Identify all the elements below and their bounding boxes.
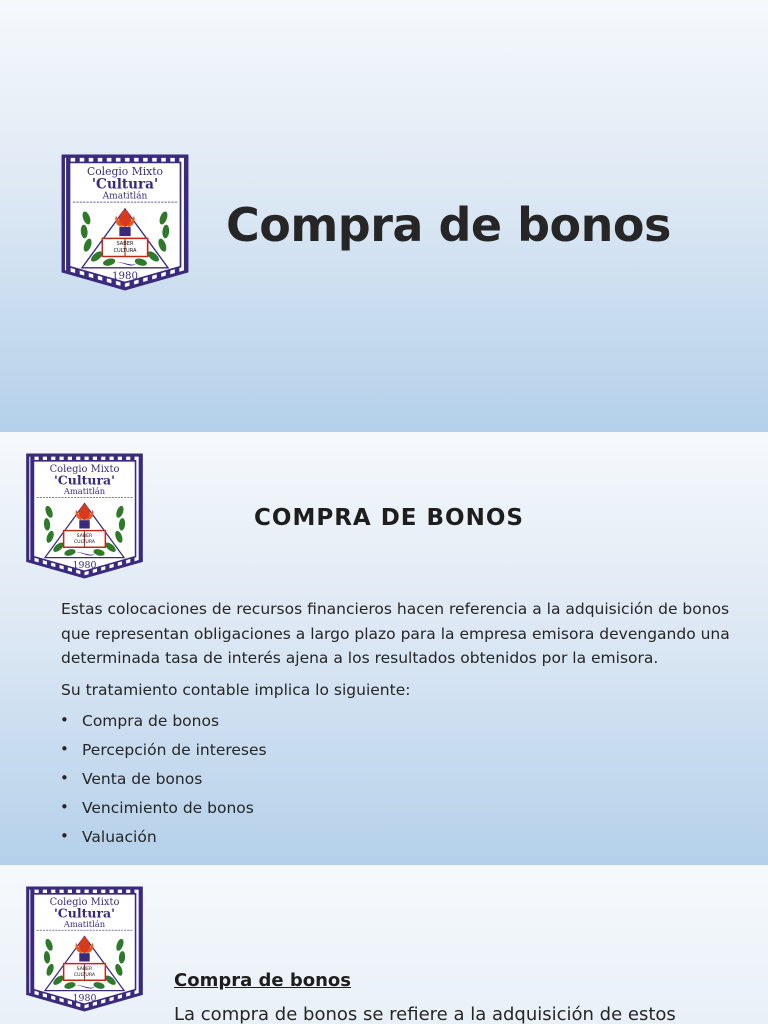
svg-text:CULTURA: CULTURA [73, 540, 96, 546]
svg-text:'Cultura': 'Cultura' [53, 905, 115, 921]
content-slide [0, 866, 768, 1024]
bullet-dot-icon: • [60, 711, 69, 729]
section-subheading: Compra de bonos [174, 970, 352, 991]
slide-title: Compra de bonos [226, 198, 671, 252]
bullet-text: Percepción de intereses [82, 741, 267, 759]
svg-text:Colegio Mixto: Colegio Mixto [86, 164, 164, 178]
svg-text:Colegio Mixto: Colegio Mixto [49, 897, 120, 909]
svg-text:SABER: SABER [76, 533, 93, 539]
svg-text:CULTURA: CULTURA [73, 973, 96, 979]
svg-text:SABER: SABER [76, 966, 93, 972]
svg-text:Colegio Mixto: Colegio Mixto [49, 464, 120, 476]
bullet-item [61, 767, 733, 796]
svg-text:SABER: SABER [116, 241, 134, 248]
bullet-text: Venta de bonos [82, 770, 203, 788]
bullet-dot-icon: • [60, 740, 69, 758]
svg-text:Amatitlán: Amatitlán [63, 486, 106, 497]
content-slide [0, 433, 768, 865]
bullet-text: Vencimiento de bonos [82, 799, 254, 817]
bullet-item [61, 825, 733, 854]
title-slide [0, 0, 768, 432]
bullet-text: Valuación [82, 828, 157, 846]
slide-body [61, 597, 733, 854]
bullet-dot-icon: • [60, 769, 69, 787]
svg-text:1980: 1980 [112, 271, 138, 283]
bullet-text: Compra de bonos [82, 712, 220, 730]
svg-text:CULTURA: CULTURA [113, 247, 137, 254]
svg-text:1980: 1980 [72, 993, 97, 1005]
bullet-list [61, 709, 733, 854]
svg-text:Amatitlán: Amatitlán [63, 919, 106, 930]
bullet-dot-icon: • [60, 798, 69, 816]
bullet-item [61, 738, 733, 767]
paragraph-intro: Su tratamiento contable implica lo siguiente: [61, 680, 411, 699]
svg-text:'Cultura': 'Cultura' [91, 176, 159, 193]
bullet-item [61, 709, 733, 738]
school-crest-logo [57, 150, 193, 295]
svg-text:1980: 1980 [72, 560, 97, 572]
svg-text:'Cultura': 'Cultura' [53, 472, 115, 488]
bullet-dot-icon: • [60, 827, 69, 845]
section-paragraph: La compra de bonos se refiere a la adquisición de estos [174, 1004, 676, 1024]
bullet-item [61, 796, 733, 825]
paragraph-description: Estas colocaciones de recursos financieros hacen referencia a la adquisición de bonos que representan obligaciones a largo plazo para la empresa emisora devengando una determinada tasa de interés ajena a los resultados obtenidos por la emisora. [61, 600, 730, 667]
school-crest-logo [22, 882, 147, 1016]
svg-text:Amatitlán: Amatitlán [102, 191, 148, 202]
slide-heading: COMPRA DE BONOS [254, 505, 524, 531]
